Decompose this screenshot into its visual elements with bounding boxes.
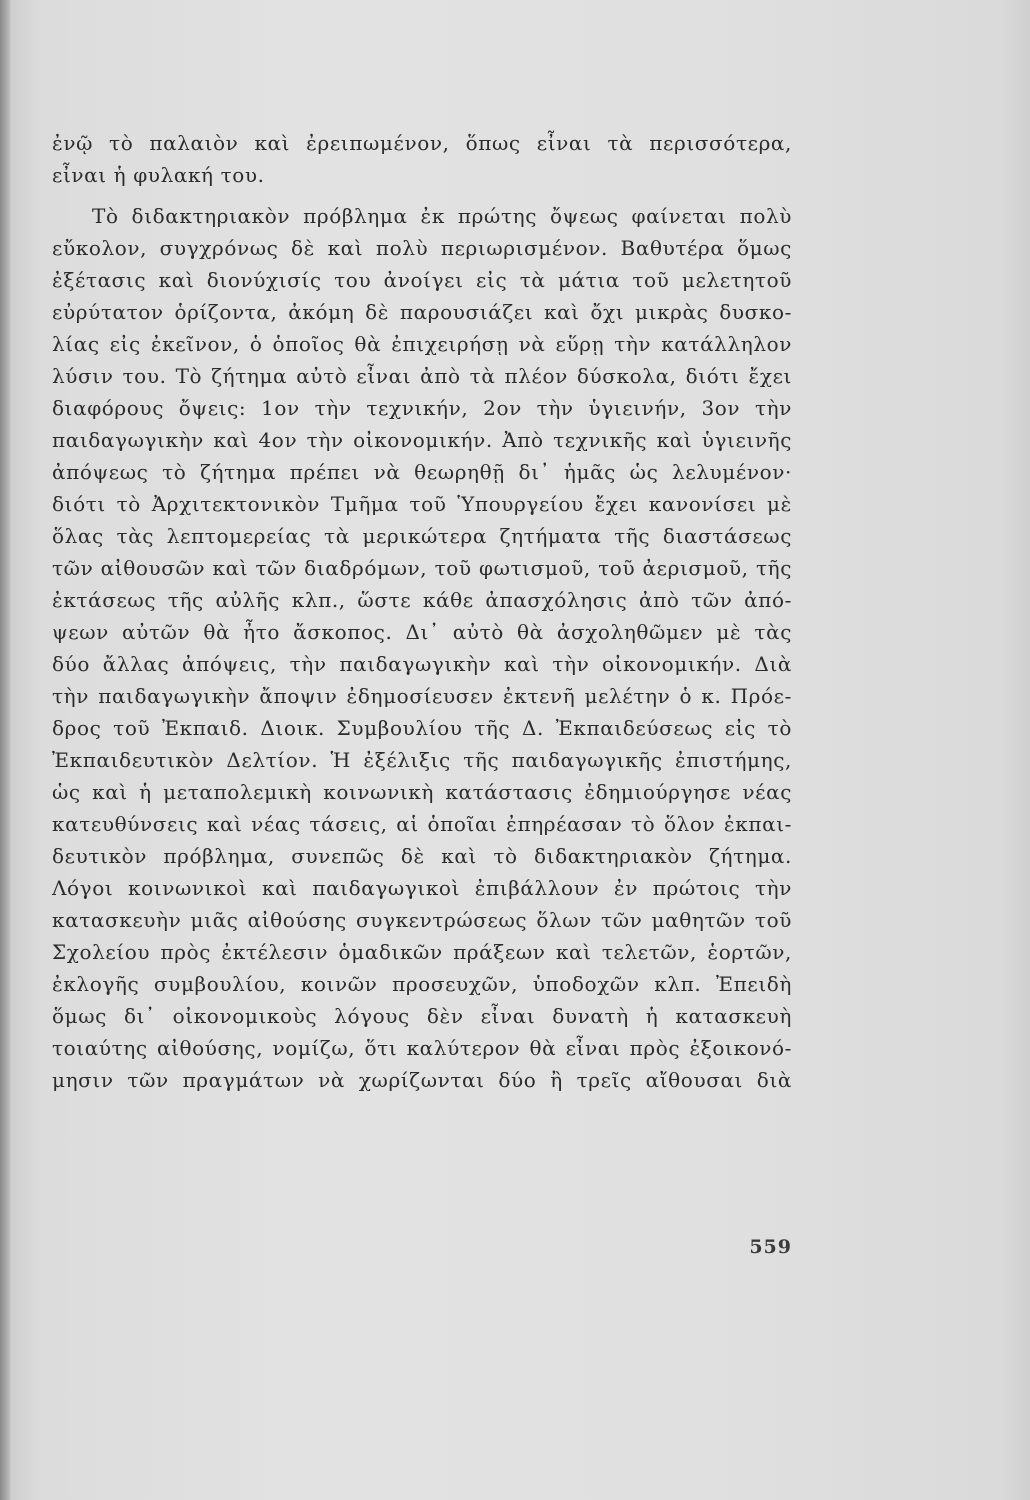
text-line-14: τῶν αἰθουσῶν καὶ τῶν διαδρόμων, τοῦ φωτισμοῦ, τοῦ ἀερισμοῦ, τῆς	[52, 556, 792, 580]
text-line-26: Σχολείου πρὸς ἐκτέλεσιν ὁμαδικῶν πράξεων καὶ τελετῶν, ἑορτῶν,	[52, 940, 792, 964]
text-line-29: τοιαύτης αἰθούσης, νομίζω, ὅτι καλύτερον θὰ εἶναι πρὸς ἐξοικονό-	[52, 1036, 792, 1060]
text-line-10: παιδαγωγικὴν καὶ 4ον τὴν οἰκονομικήν. Ἀπὸ τεχνικῆς καὶ ὑγιεινῆς	[52, 428, 792, 452]
text-line-12: διότι τὸ Ἀρχιτεκτονικὸν Τμῆμα τοῦ Ὑπουργείου ἔχει κανονίσει μὲ	[52, 492, 792, 516]
text-line-5: ἐξέτασις καὶ διονύχισίς του ἀνοίγει εἰς τὰ μάτια τοῦ μελετητοῦ	[52, 268, 792, 292]
text-line-20: Ἐκπαιδευτικὸν Δελτίον. Ἡ ἐξέλιξις τῆς παιδαγωγικῆς ἐπιστήμης,	[52, 748, 792, 772]
text-line-7: λίας εἰς ἐκεῖνον, ὁ ὁποῖος θὰ ἐπιχειρήσῃ νὰ εὕρῃ τὴν κατάλληλον	[52, 332, 792, 356]
text-line-22: κατευθύνσεις καὶ νέας τάσεις, αἱ ὁποῖαι ἐπηρέασαν τὸ ὅλον ἐκπαι-	[52, 812, 792, 836]
text-line-3: Τὸ διδακτηριακὸν πρόβλημα ἐκ πρώτης ὄψεως φαίνεται πολὺ	[92, 204, 792, 228]
book-spine-shadow	[0, 0, 10, 1500]
page-number: 559	[749, 1236, 792, 1258]
text-line-9: διαφόρους ὄψεις: 1ον τὴν τεχνικήν, 2ον τὴν ὑγιεινήν, 3ον τὴν	[52, 396, 792, 420]
text-line-23: δευτικὸν πρόβλημα, συνεπῶς δὲ καὶ τὸ διδακτηριακὸν ζήτημα.	[52, 844, 792, 868]
text-line-6: εὐρύτατον ὁρίζοντα, ἀκόμη δὲ παρουσιάζει καὶ ὄχι μικρὰς δυσκο-	[52, 300, 792, 324]
text-line-15: ἐκτάσεως τῆς αὐλῆς κλπ., ὥστε κάθε ἀπασχόλησις ἀπὸ τῶν ἀπό-	[52, 588, 792, 612]
text-line-21: ὡς καὶ ἡ μεταπολεμικὴ κοινωνικὴ κατάστασις ἐδημιούργησε νέας	[52, 780, 792, 804]
text-line-27: ἐκλογῆς συμβουλίου, κοινῶν προσευχῶν, ὑποδοχῶν κλπ. Ἐπειδὴ	[52, 972, 792, 996]
text-line-16: ψεων αὐτῶν θὰ ἦτο ἄσκοπος. Δι᾽ αὐτὸ θὰ ἀσχοληθῶμεν μὲ τὰς	[52, 620, 792, 644]
text-line-17: δύο ἄλλας ἀπόψεις, τὴν παιδαγωγικὴν καὶ τὴν οἰκονομικήν. Διὰ	[52, 652, 792, 676]
text-line-18: τὴν παιδαγωγικὴν ἄποψιν ἐδημοσίευσεν ἐκτενῆ μελέτην ὁ κ. Πρόε-	[52, 684, 792, 708]
text-line-30: μησιν τῶν πραγμάτων νὰ χωρίζωνται δύο ἢ τρεῖς αἴθουσαι διὰ	[52, 1068, 792, 1092]
text-line-2: εἶναι ἡ φυλακή του.	[52, 163, 265, 187]
text-line-8: λύσιν του. Τὸ ζήτημα αὐτὸ εἶναι ἀπὸ τὰ πλέον δύσκολα, διότι ἔχει	[52, 364, 792, 388]
text-line-19: δρος τοῦ Ἐκπαιδ. Διοικ. Συμβουλίου τῆς Δ. Ἐκπαιδεύσεως εἰς τὸ	[52, 716, 792, 740]
text-line-1: ἐνῷ τὸ παλαιὸν καὶ ἐρειπωμένον, ὅπως εἶναι τὰ περισσότερα,	[52, 131, 792, 155]
text-line-28: ὅμως δι᾽ οἰκονομικοὺς λόγους δὲν εἶναι δυνατὴ ἡ κατασκευὴ	[52, 1004, 792, 1028]
text-line-13: ὅλας τὰς λεπτομερείας τὰ μερικώτερα ζητήματα τῆς διαστάσεως	[52, 524, 792, 548]
text-line-25: κατασκευὴν μιᾶς αἰθούσης συγκεντρώσεως ὅλων τῶν μαθητῶν τοῦ	[52, 908, 792, 932]
text-line-11: ἀπόψεως τὸ ζήτημα πρέπει νὰ θεωρηθῇ δι᾽ ἡμᾶς ὡς λελυμένον·	[52, 460, 792, 484]
text-line-4: εὔκολον, συγχρόνως δὲ καὶ πολὺ περιωρισμένον. Βαθυτέρα ὅμως	[52, 236, 792, 260]
text-line-24: Λόγοι κοινωνικοὶ καὶ παιδαγωγικοὶ ἐπιβάλλουν ἐν πρώτοις τὴν	[52, 876, 792, 900]
